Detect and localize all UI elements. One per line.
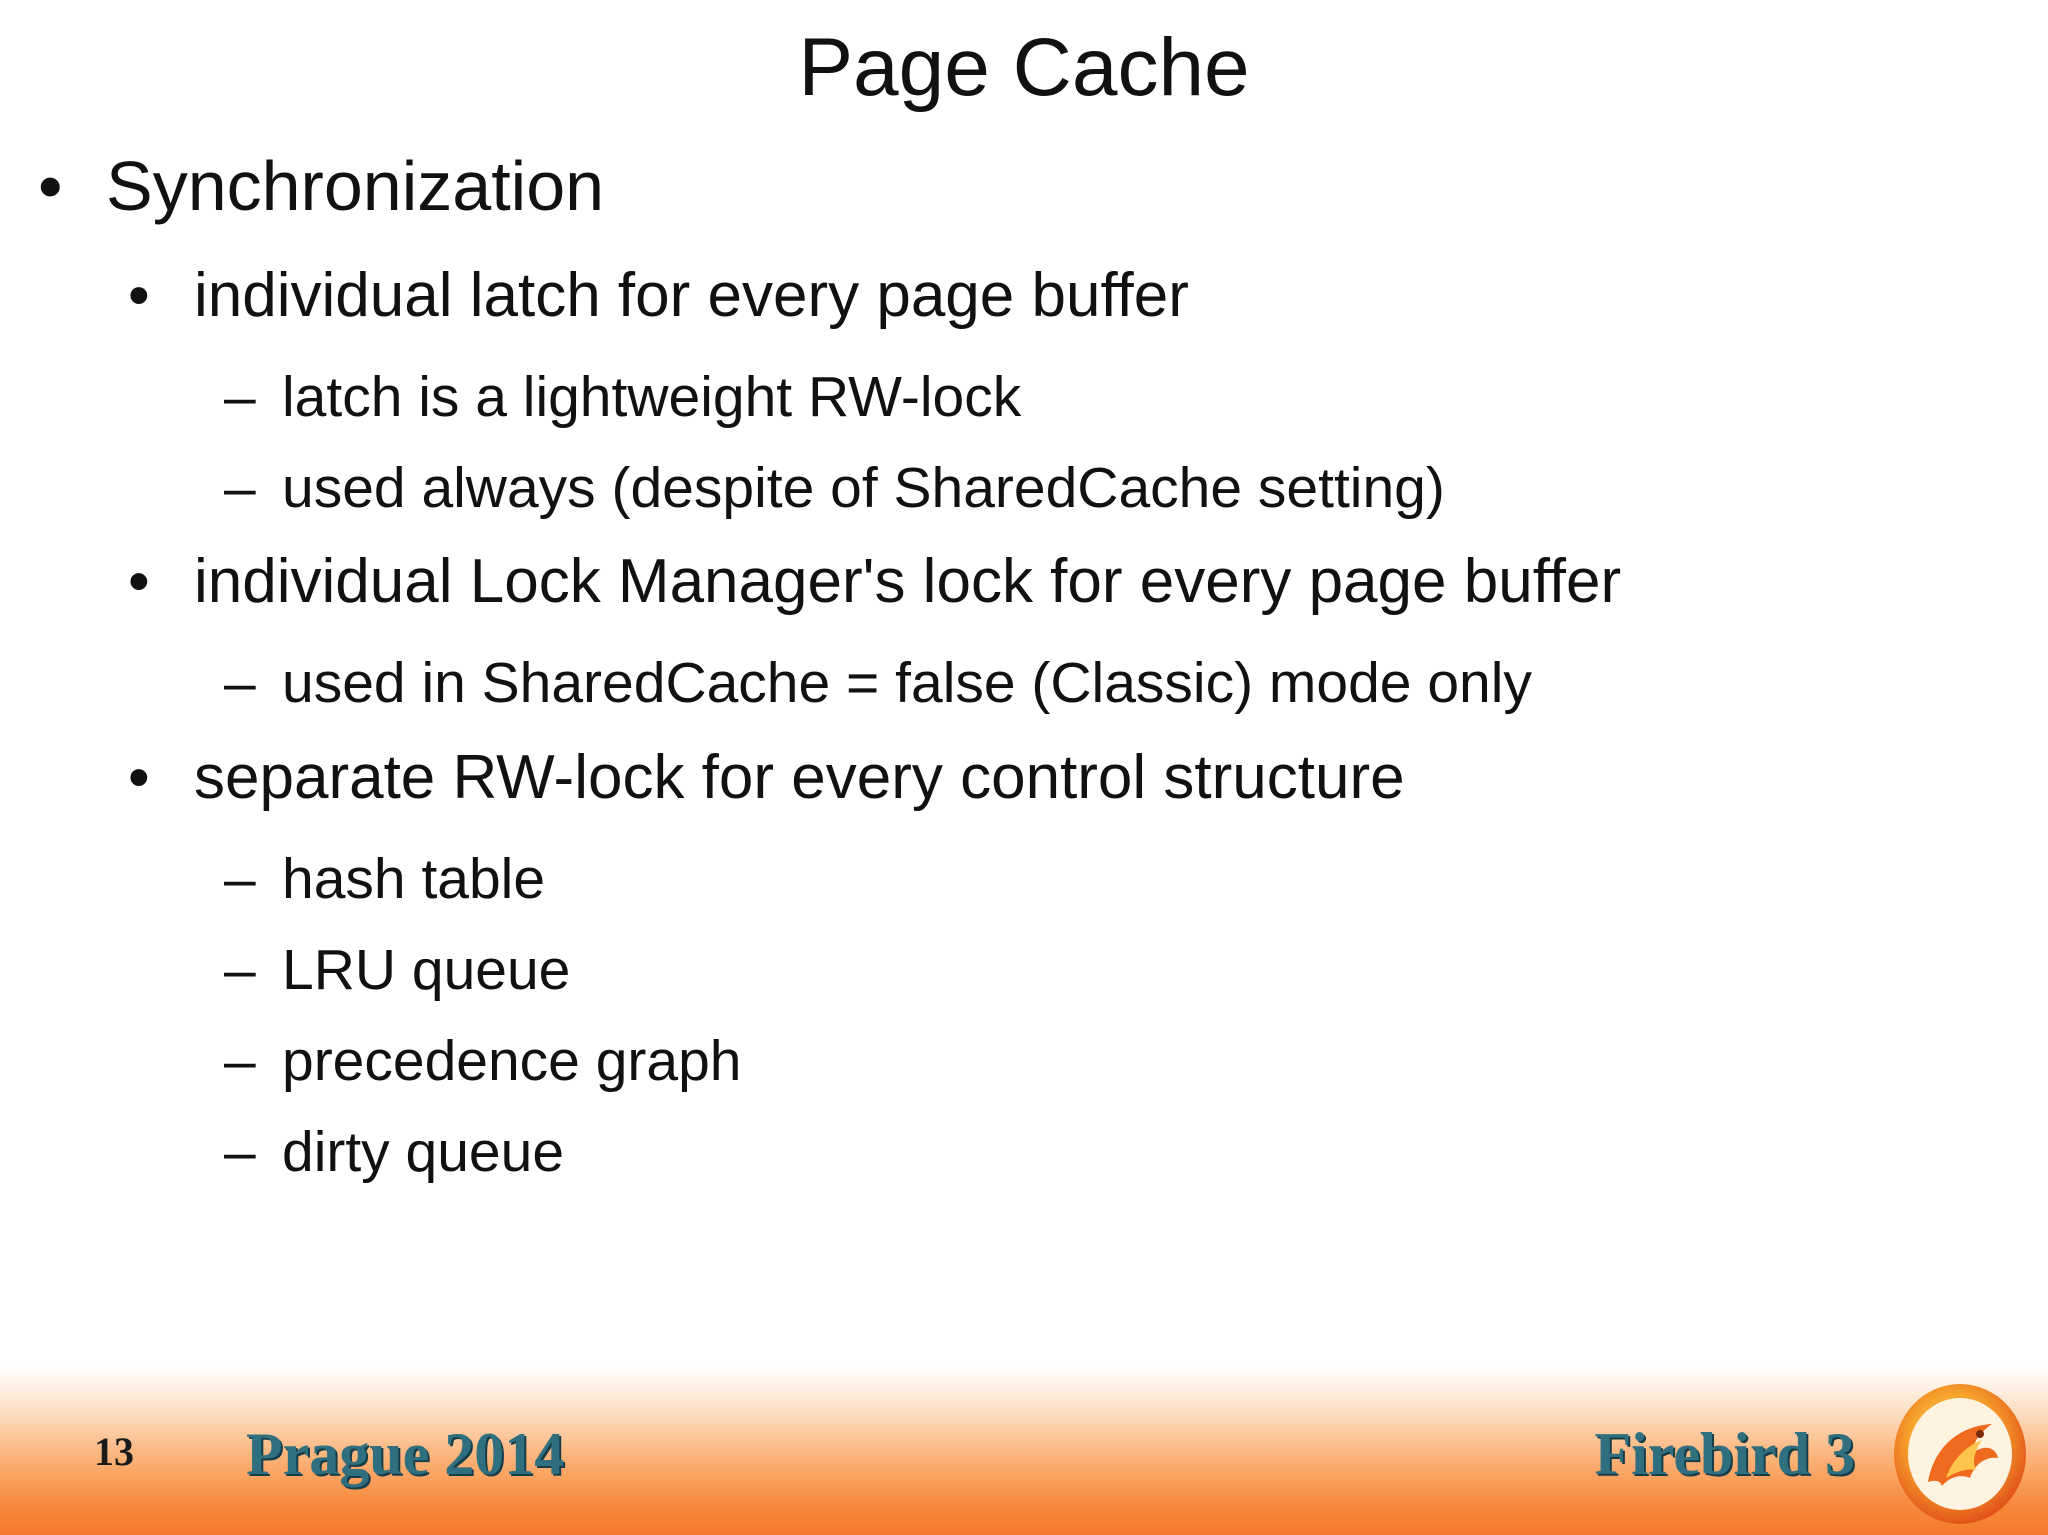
bullet-marker: •	[128, 743, 150, 812]
bullet-text: Synchronization	[106, 147, 605, 225]
bullet-marker: •	[128, 261, 150, 330]
bullet-text: separate RW-lock for every control structure	[194, 743, 1405, 812]
bullet-text: individual Lock Manager's lock for every page buffer	[194, 547, 1622, 616]
sub-bullet-text: LRU queue	[282, 938, 571, 1002]
footer-product-label: Firebird 3	[1594, 1421, 1855, 1487]
sub-bullet-text: used in SharedCache = false (Classic) mode only	[282, 651, 1532, 715]
firebird-logo-icon	[1888, 1378, 2032, 1528]
dash-marker: –	[224, 1029, 256, 1093]
dash-marker: –	[224, 365, 256, 429]
dash-marker: –	[224, 847, 256, 911]
dash-marker: –	[224, 651, 256, 715]
sub-bullet-text: dirty queue	[282, 1120, 565, 1184]
dash-marker: –	[224, 938, 256, 1002]
dash-marker: –	[224, 456, 256, 520]
sub-bullet-text: precedence graph	[282, 1029, 742, 1093]
page-number: 13	[94, 1429, 134, 1474]
sub-bullet-text: latch is a lightweight RW-lock	[282, 365, 1022, 429]
bullet-marker: •	[128, 547, 150, 616]
bullet-marker: •	[38, 147, 63, 225]
sub-bullet-text: used always (despite of SharedCache setting)	[282, 456, 1445, 520]
dash-marker: –	[224, 1120, 256, 1184]
slide-title: Page Cache	[798, 22, 1250, 113]
sub-bullet-text: hash table	[282, 847, 546, 911]
bullet-text: individual latch for every page buffer	[194, 261, 1189, 330]
footer-event-label: Prague 2014	[246, 1421, 565, 1487]
